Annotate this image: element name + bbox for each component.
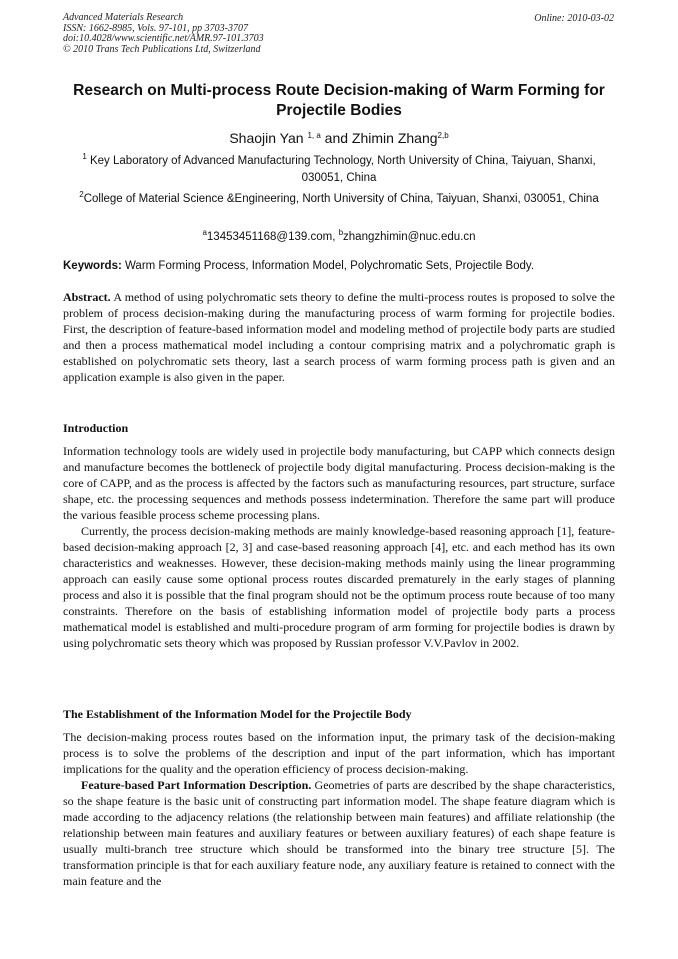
information-model-paragraph-2-text: Geometries of parts are described by the shape characteristics, so the shape feature is the basic unit of constructing part information model. The shape feature diagram which is made according to the adjacency relations (the relationship between main features) and affiliate relationship (the relationship between main features and auxiliary features or between auxiliary features) of each shape feature is usually multi-branch tree structure which should be transformed into the binary tree structure [5]. The transformation principle is that for each auxiliary feature node, any auxiliary feature is retained to connect with the main feature and the xyxy=(63,778,615,888)
affiliation-1-text: Key Laboratory of Advanced Manufacturing Technology, North University of China, Taiyuan, Shanxi, 030051, China xyxy=(86,155,596,184)
introduction-paragraph-1: Information technology tools are widely used in projectile body manufacturing, but CAPP which connects design and manufacture becomes the bottleneck of projectile body digital manufacturing. Process decision-making is the core of CAPP, and as the process is affected by the factors such as manufacturing resources, part structure, surface shape, etc. the processing sequences and methods possess indetermination. Therefore the same part will produce the various feasible process scheme processing plans. xyxy=(63,444,615,522)
author-2-affil: 2,b xyxy=(437,131,449,140)
issn-line: ISSN: 1662-8985, Vols. 97-101, pp 3703-3707 xyxy=(63,22,248,34)
affiliation-2 xyxy=(60,191,618,208)
paper-title: Research on Multi-process Route Decision-making of Warm Forming for Projectile Bodies xyxy=(73,82,605,119)
journal-header xyxy=(63,13,264,55)
keywords xyxy=(63,259,615,273)
email-a: 13453451168@139.com, xyxy=(206,231,339,243)
paragraph-lead-in: Feature-based Part Information Description. xyxy=(81,778,312,792)
online-date: Online: 2010-03-02 xyxy=(534,13,614,24)
information-model-paragraph-2 xyxy=(63,777,615,889)
email-b-marker: b xyxy=(338,228,344,237)
doi-line: doi:10.4028/www.scientific.net/AMR.97-101.3703 xyxy=(63,33,264,44)
information-model-paragraph-1: The decision-making process routes based on the information input, the primary task of the decision-making process is to solve the problems of the description and input of the part information, which has important implications for the quality and the operation efficiency of process decision-making. xyxy=(63,730,615,776)
section-heading-information-model: The Establishment of the Information Model for the Projectile Body xyxy=(63,707,412,721)
email-line xyxy=(60,229,618,246)
affiliation-1 xyxy=(60,153,618,187)
section-heading-introduction: Introduction xyxy=(63,421,129,435)
author-1: Shaojin Yan xyxy=(229,130,308,146)
keywords-text: Warm Forming Process, Information Model, Polychromatic Sets, Projectile Body. xyxy=(121,260,535,272)
abstract-text: A method of using polychromatic sets theory to define the multi-process routes is proposed to solve the problem of process decision-making during the manufacturing process of warm forming for projectile bodies. First, the description of feature-based information model and modeling method of projectile body parts are studied and then a process mathematical model including a contour comprising matrix and a polychromatic graph is established on polychromatic sets theory, last a search process of warm forming process path is given and an application example is also given in the paper. xyxy=(63,290,615,384)
author-1-affil: 1, a xyxy=(307,131,321,140)
copyright-line: © 2010 Trans Tech Publications Ltd, Switzerland xyxy=(63,43,261,55)
affiliation-2-text: College of Material Science &Engineering, North University of China, Taiyuan, Shanxi, 030051, China xyxy=(83,193,599,205)
affiliation-1-marker: 1 xyxy=(82,152,87,161)
abstract-label: Abstract. xyxy=(63,290,111,304)
keywords-label: Keywords: xyxy=(63,260,122,272)
introduction-paragraph-2: Currently, the process decision-making methods are mainly knowledge-based reasoning approach [1], feature-based decision-making approach [2, 3] and case-based reasoning approach [4], etc. and each method has its own characteristics and weaknesses. However, these decision-making methods mainly using the linear programming approach can easily cause some optional process routes discarded prematurely in the early stages of planning process and also it is possible that the final program should not be the optimum process route because of too many constraints. Therefore on the basis of establishing information model of projectile body parts a process mathematical model is established and multi-procedure program of arm forming for projectile bodies is drawn by using polychromatic sets theory which was proposed by Russian professor V.V.Pavlov in 2002. xyxy=(63,524,615,650)
author-2: and Zhimin Zhang xyxy=(320,130,438,146)
abstract xyxy=(63,289,615,385)
email-a-marker: a xyxy=(202,228,207,237)
journal-name: Advanced Materials Research xyxy=(63,12,184,23)
email-b: zhangzhimin@nuc.edu.cn xyxy=(343,231,476,243)
information-model-body xyxy=(63,729,615,889)
introduction-body xyxy=(63,443,615,651)
affiliation-2-marker: 2 xyxy=(79,190,84,199)
author-line xyxy=(60,129,618,147)
